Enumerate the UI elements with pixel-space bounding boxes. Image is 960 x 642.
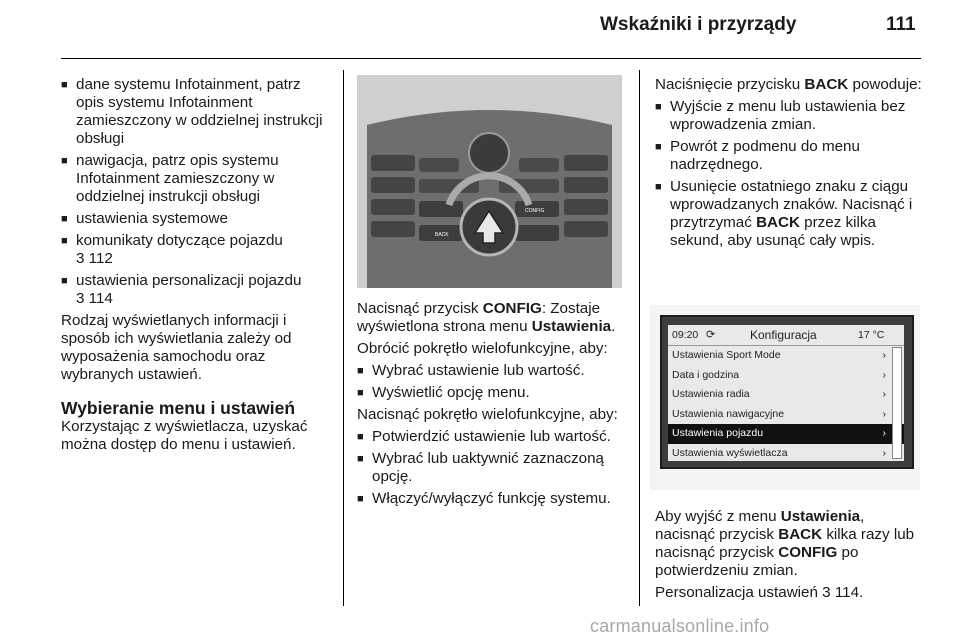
- column-divider-1: [343, 70, 344, 606]
- menu-item-label: Ustawienia pojazdu: [672, 427, 764, 439]
- menu-item-label: Ustawienia wyświetlacza: [672, 446, 788, 459]
- text-span: kilka razy lub nacisnąć przycisk: [655, 526, 915, 561]
- menu-name: Ustawienia: [531, 318, 612, 335]
- list-item: [61, 272, 331, 308]
- page-reference-link[interactable]: 3 114: [76, 290, 113, 307]
- page-number: 111: [886, 14, 916, 35]
- chevron-right-icon: ›: [882, 349, 886, 361]
- list-item-text: ustawienia personalizacji pojazdu: [76, 272, 302, 289]
- text-span: Nacisnąć przycisk: [357, 300, 483, 317]
- chevron-right-icon: ›: [882, 388, 886, 400]
- text-span: po potwierdzeniu zmian.: [655, 544, 859, 579]
- list-item: ■ Potwierdzić ustawienie lub wartość.: [357, 428, 629, 446]
- menu-item-selected[interactable]: [668, 424, 904, 444]
- console-photo: [357, 75, 622, 288]
- chevron-right-icon: ›: [882, 407, 886, 420]
- text-span: Aby wyjść z menu: [655, 508, 781, 525]
- list-item: ■ Włączyć/wyłączyć funkcję systemu.: [357, 490, 629, 508]
- list-item: ■ Powrót z podmenu do menu nadrzędnego.: [655, 138, 925, 174]
- text-span: przez kilka sekund, aby usunąć cały wpis.: [670, 214, 876, 249]
- list-item: [655, 178, 925, 250]
- chevron-right-icon: ›: [882, 427, 886, 439]
- menu-item-label: Ustawienia nawigacyjne: [672, 407, 785, 420]
- column-divider-2: [639, 70, 640, 606]
- center-console-illustration: [357, 75, 622, 288]
- refresh-icon: ⟳: [706, 329, 716, 341]
- config-button-label: CONFIG: [525, 208, 545, 214]
- back-button-name: BACK: [804, 76, 849, 93]
- text-span: powoduje:: [848, 76, 922, 93]
- list-item: ■ Wyjście z menu lub ustawienia bez wprowadzenia zmian.: [655, 98, 925, 134]
- column-3: [655, 76, 925, 254]
- paragraph: [357, 300, 629, 336]
- config-button-name: CONFIG: [778, 544, 838, 561]
- menu-name: Ustawienia: [780, 508, 861, 525]
- display-screenshot: [650, 305, 920, 490]
- list-item: ■ ustawienia systemowe: [61, 210, 331, 228]
- paragraph: Rodzaj wyświetlanych informacji i sposób ich wyświetlania zależy od wyposażenia samochodu oraz wybranych ustawień.: [61, 312, 292, 383]
- header-title: Wskaźniki i przyrządy: [600, 14, 797, 35]
- column-3-lower: [655, 508, 925, 606]
- text-span: : Zostaje wyświetlona strona menu: [357, 300, 601, 335]
- config-button-name: CONFIG: [482, 300, 542, 317]
- menu-item-label: Ustawienia Sport Mode: [672, 349, 781, 361]
- display-bezel: [660, 315, 914, 469]
- column-2: [357, 300, 629, 512]
- list-item: ■ Wybrać lub uaktywnić zaznaczoną opcję.: [357, 450, 629, 486]
- section-heading: Wybieranie menu i ustawień: [61, 398, 296, 418]
- scrollbar[interactable]: [892, 347, 902, 459]
- page-reference-link[interactable]: 3 112: [76, 250, 113, 267]
- paragraph: Obrócić pokrętło wielofunkcyjne, aby:: [357, 340, 608, 357]
- paragraph: Personalizacja ustawień 3 114.: [655, 584, 864, 601]
- clock: 09:20: [672, 329, 699, 341]
- menu-item[interactable]: [668, 405, 904, 425]
- list-item: ■ dane systemu Infotainment, patrz opis systemu Infotainment zamieszczony w oddzielnej instrukcji obsługi: [61, 76, 331, 148]
- temperature: 17 °C: [858, 329, 885, 341]
- menu-item[interactable]: [668, 385, 904, 405]
- paragraph: [655, 508, 925, 580]
- paragraph: Nacisnąć pokrętło wielofunkcyjne, aby:: [357, 406, 618, 423]
- menu-item[interactable]: [668, 346, 904, 366]
- back-button-name: BACK: [778, 526, 823, 543]
- text-span: .: [611, 318, 616, 335]
- back-button-label: BACK: [435, 232, 449, 238]
- list-item: ■ Wyświetlić opcję menu.: [357, 384, 629, 402]
- menu-item[interactable]: [668, 366, 904, 386]
- paragraph: Korzystając z wyświetlacza, uzyskać można dostęp do menu i ustawień.: [61, 418, 308, 453]
- list-item: [61, 232, 331, 268]
- display-screen: [668, 325, 904, 461]
- display-status-bar: [668, 325, 904, 346]
- menu-item-label: Data i godzina: [672, 368, 740, 381]
- list-item: ■ Wybrać ustawienie lub wartość.: [357, 362, 629, 380]
- watermark: carmanualsonline.info: [590, 616, 770, 636]
- paragraph: [655, 76, 925, 94]
- back-button-name: BACK: [756, 214, 800, 231]
- column-1: [61, 76, 331, 458]
- list-item-text: komunikaty dotyczące pojazdu: [76, 232, 283, 249]
- text-span: Naciśnięcie przycisku: [655, 76, 805, 93]
- menu-item-label: Ustawienia radia: [672, 388, 750, 400]
- text-span: , nacisnąć przycisk: [655, 508, 865, 543]
- text-span: Usunięcie ostatniego znaku z ciągu wprowadzanych znaków. Nacisnąć i przytrzymać: [670, 178, 913, 231]
- menu-item[interactable]: [668, 444, 904, 464]
- display-title: Konfiguracja: [750, 328, 817, 342]
- header-rule: [61, 58, 921, 59]
- chevron-right-icon: ›: [882, 368, 886, 381]
- list-item: ■ nawigacja, patrz opis systemu Infotainment zamieszczony w oddzielnej instrukcji obsługi: [61, 152, 331, 206]
- chevron-right-icon: ›: [882, 446, 886, 459]
